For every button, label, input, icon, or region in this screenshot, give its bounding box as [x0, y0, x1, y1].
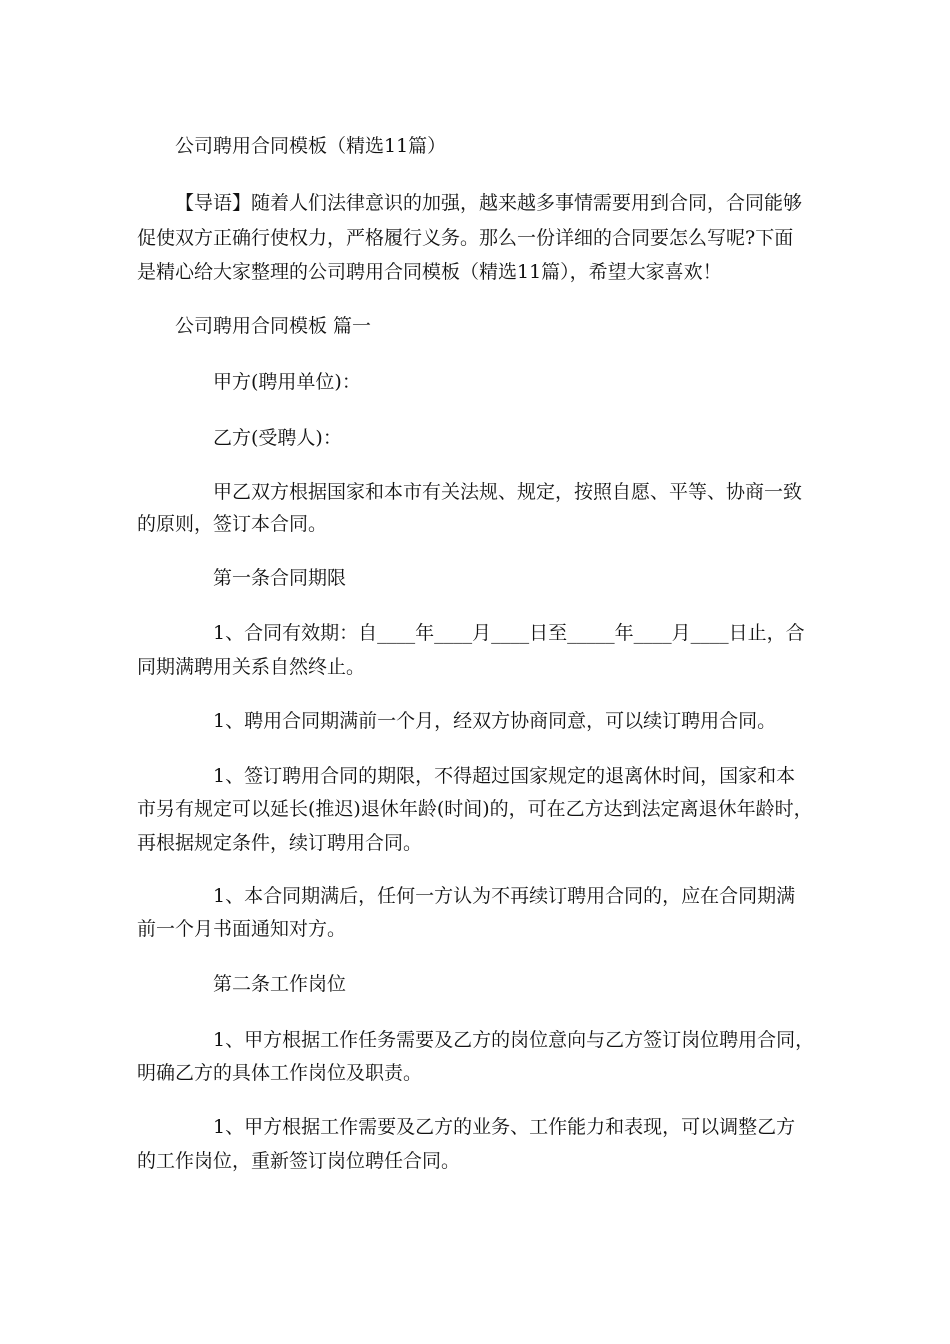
intro-line-2: 促使双方正确行使权力，严格履行义务。那么一份详细的合同要怎么写呢?下面: [137, 227, 794, 249]
article2-item2-line2: 的工作岗位，重新签订岗位聘任合同。: [137, 1150, 461, 1172]
article2-item1-line2: 明确乙方的具体工作岗位及职责。: [137, 1062, 423, 1084]
article1-item4-line1: 1、本合同期满后，任何一方认为不再续订聘用合同的，应在合同期满: [213, 885, 796, 907]
article2-item2-line1: 1、甲方根据工作需要及乙方的业务、工作能力和表现，可以调整乙方: [213, 1116, 796, 1138]
article1-item3-line3: 再根据规定条件，续订聘用合同。: [137, 832, 423, 854]
article1-item4-line2: 前一个月书面通知对方。: [137, 918, 347, 940]
article1-item1-line2: 同期满聘用关系自然终止。: [137, 656, 366, 678]
document-title: 公司聘用合同模板（精选11篇）: [175, 135, 447, 157]
article1-item1-line1: 1、合同有效期：自____年____月____日至_____年____月____日止，合: [213, 622, 805, 644]
intro-line-1: 【导语】随着人们法律意识的加强，越来越多事情需要用到合同，合同能够: [175, 192, 803, 214]
article1-item2-line1: 1、聘用合同期满前一个月，经双方协商同意，可以续订聘用合同。: [213, 710, 777, 732]
intro-line-3: 是精心给大家整理的公司聘用合同模板（精选11篇），希望大家喜欢！: [137, 261, 722, 283]
article1-item3-line2: 市另有规定可以延长(推迟)退休年龄(时间)的，可在乙方达到法定离退休年龄时，: [137, 798, 813, 820]
article1-heading: 第一条合同期限: [213, 567, 347, 589]
article2-heading: 第二条工作岗位: [213, 973, 347, 995]
preamble-line-1: 甲乙双方根据国家和本市有关法规、规定，按照自愿、平等、协商一致: [213, 481, 803, 503]
article2-item1-line1: 1、甲方根据工作任务需要及乙方的岗位意向与乙方签订岗位聘用合同，: [213, 1029, 815, 1051]
article1-item3-line1: 1、签订聘用合同的期限，不得超过国家规定的退离休时间，国家和本: [213, 765, 796, 787]
preamble-line-2: 的原则，签订本合同。: [137, 513, 328, 535]
party-b-label: 乙方(受聘人)：: [213, 427, 342, 449]
party-a-label: 甲方(聘用单位)：: [213, 371, 361, 393]
section-heading: 公司聘用合同模板 篇一: [175, 315, 372, 337]
